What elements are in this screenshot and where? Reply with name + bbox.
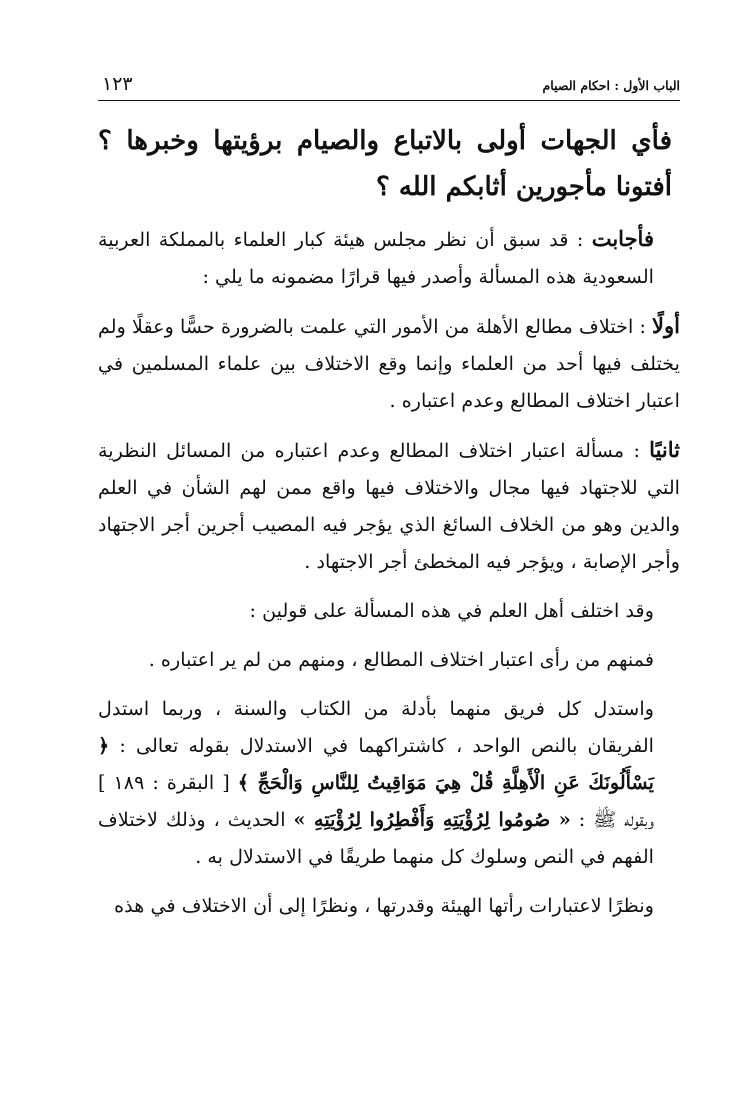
- evidence-text-2: [ البقرة : ١٨٩ ] وبقوله ﷺ :: [98, 771, 654, 831]
- answer-paragraph: [98, 220, 680, 295]
- first-point-lead: أولًا: [652, 313, 680, 338]
- last-paragraph: ونظرًا لاعتبارات رأتها الهيئة وقدرتها ، ونظرًا إلى أن الاختلاف في هذه: [114, 894, 654, 917]
- second-point-text: : مسألة اعتبار اختلاف المطالع وعدم اعتباره من المسائل النظرية التي للاجتهاد فيها مجال والاختلاف فيها واقع ممن لهم الشأن في العلم والدين وهو من الخلاف السائغ الذي يؤجر فيه المصيب أجرين أجر الاجتهاد وأجر الإصابة ، ويؤجر فيه المخطئ أجر الاجتهاد .: [98, 439, 680, 573]
- first-point-text: : اختلاف مطالع الأهلة من الأمور التي علمت بالضرورة حسًّا وعقلًا ولم يختلف فيها أحد من العلماء وإنما وقع الاختلاف بين علماء المسلمين في اعتبار اختلاف المطالع وعدم اعتباره .: [98, 315, 680, 412]
- page-number: ١٢٣: [102, 73, 133, 95]
- evidence-text-1: واستدل كل فريق منهما بأدلة من الكتاب والسنة ، وربما استدل الفريقان بالنص الواحد ، كاشتراكهما في الاستدلال بقوله تعالى :: [98, 697, 654, 757]
- running-title: الباب الأول : احكام الصيام: [542, 78, 680, 93]
- hadith-quote: « صُومُوا لِرُؤْيَتِهِ وَأَفْطِرُوا لِرُؤْيَتِهِ »: [293, 808, 571, 831]
- second-point-paragraph: [98, 431, 680, 580]
- page-header: [98, 74, 680, 101]
- page-body: [98, 118, 680, 936]
- second-point-lead: ثانيًا: [649, 437, 680, 462]
- two-opinions-paragraph: وقد اختلف أهل العلم في هذه المسألة على قولين :: [249, 599, 654, 622]
- evidence-paragraph: [98, 690, 680, 875]
- quran-verse: ﴿ يَسْأَلُونَكَ عَنِ الْأَهِلَّةِ قُلْ هِيَ مَوَاقِيتُ لِلنَّاسِ وَالْحَجِّ ﴾: [98, 734, 654, 794]
- answer-text: : قد سبق أن نظر مجلس هيئة كبار العلماء بالمملكة العربية السعودية هذه المسألة وأصدر فيها قرارًا مضمونه ما يلي :: [98, 228, 654, 288]
- evidence-text-3: الحديث ، وذلك لاختلاف الفهم في النص وسلوك كل منهما طريقًا في الاستدلال به .: [98, 808, 654, 868]
- answer-lead: فأجابت: [591, 226, 654, 251]
- groups-paragraph: فمنهم من رأى اعتبار اختلاف المطالع ، ومنهم من لم ير اعتباره .: [148, 648, 654, 671]
- question-heading: فأي الجهات أولى بالاتباع والصيام برؤيتها وخبرها ؟ أفتونا مأجورين أثابكم الله ؟: [98, 126, 672, 202]
- first-point-paragraph: [98, 307, 680, 419]
